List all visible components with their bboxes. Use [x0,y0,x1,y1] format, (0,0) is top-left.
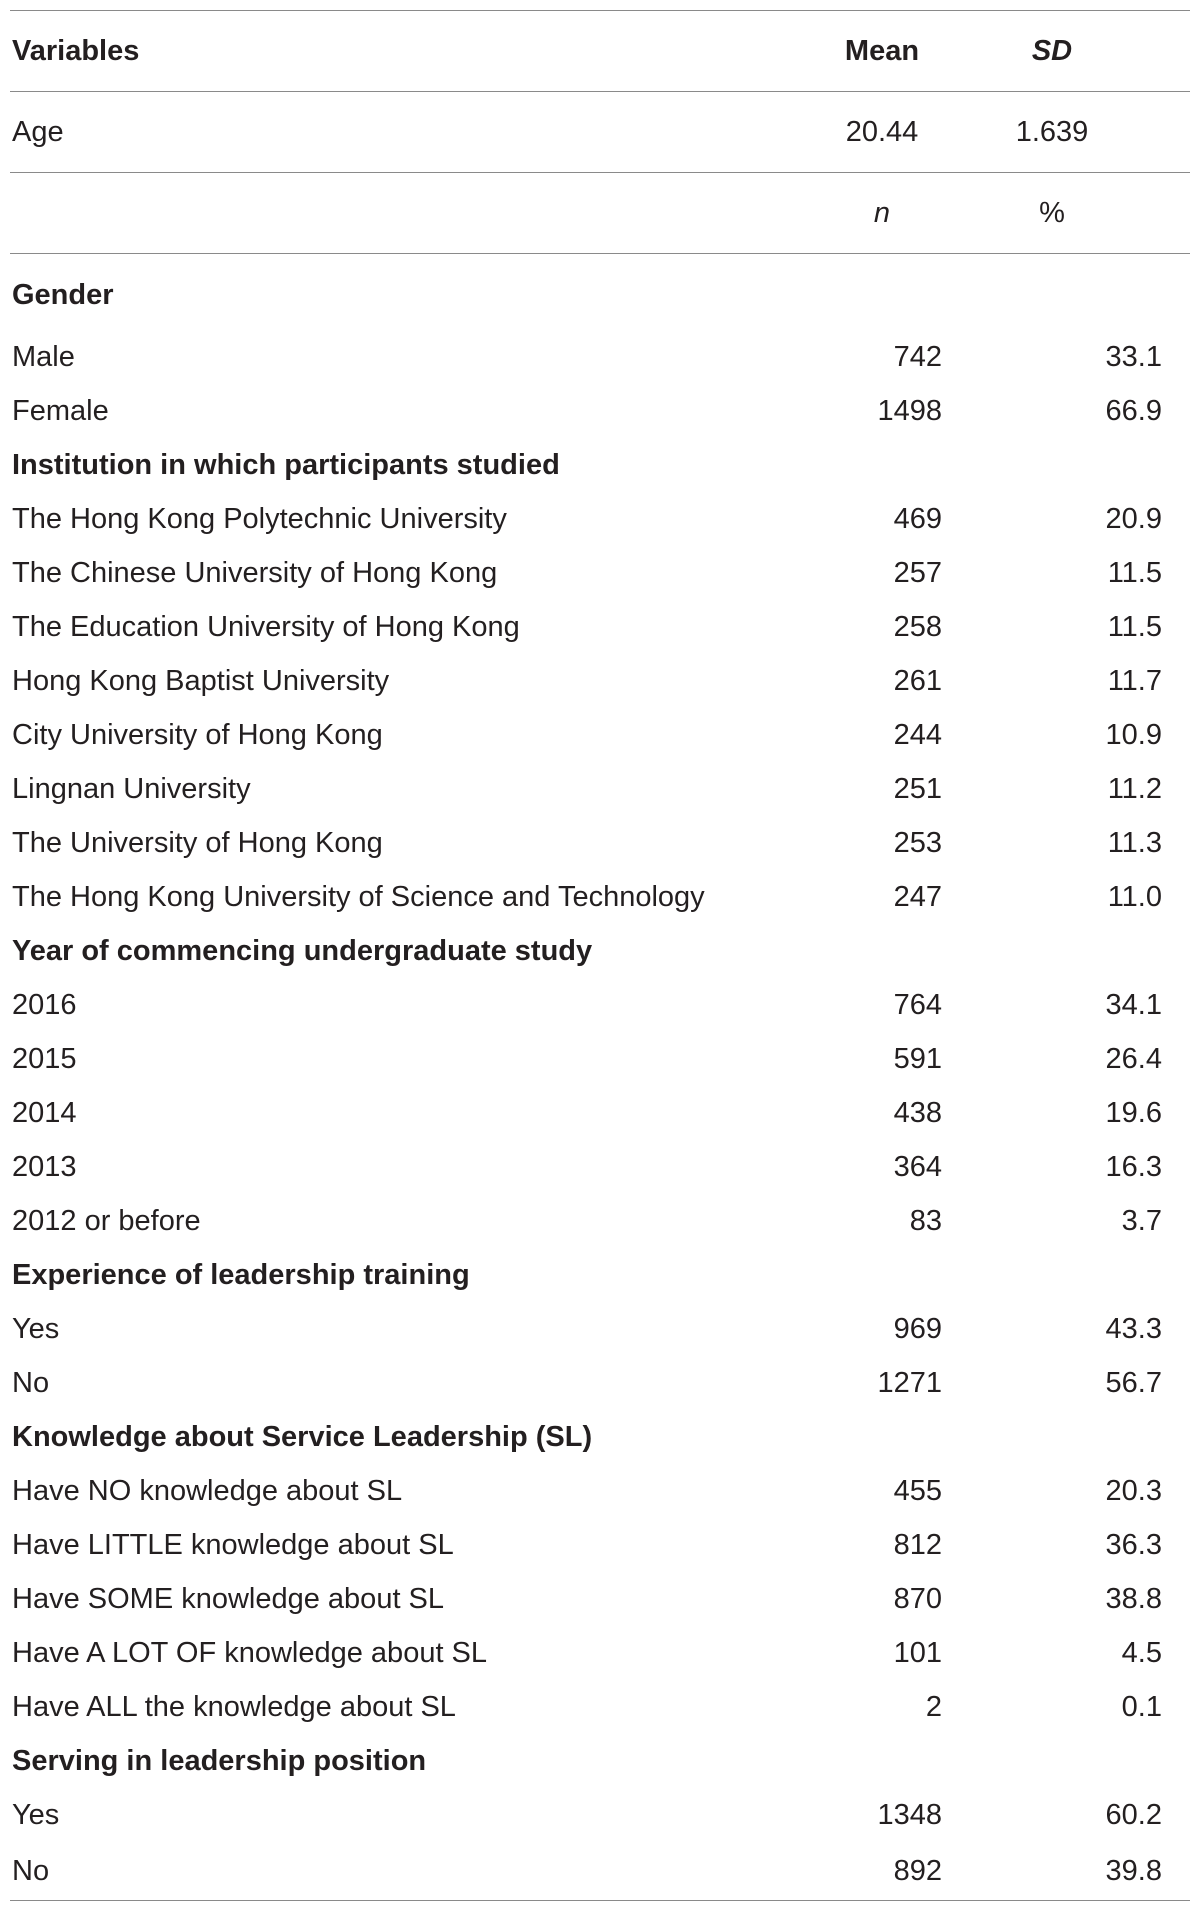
row-pct: 16.3 [1105,1151,1162,1183]
table-row [10,1032,1190,1086]
row-pct: 39.8 [1105,1855,1162,1887]
section-title-row [10,1410,1190,1464]
section-title-row [10,254,1190,330]
table-row [10,816,1190,870]
row-pct: 10.9 [1105,719,1162,751]
row-n: 892 [893,1855,942,1887]
row-label: No [12,1367,50,1399]
row-label: Female [12,395,109,427]
row-label: The Hong Kong University of Science and Technology [12,881,705,913]
section-title-row [10,1734,1190,1788]
section-title: Experience of leadership training [12,1259,470,1291]
row-label: 2015 [12,1043,77,1075]
row-label: Have NO knowledge about SL [12,1475,403,1507]
table-row [10,1788,1190,1842]
age-label: Age [12,116,64,148]
section-title: Serving in leadership position [12,1745,427,1777]
row-label: No [12,1855,50,1887]
age-sd: 1.639 [1015,116,1089,148]
row-n: 251 [893,773,942,805]
row-n: 364 [893,1151,942,1183]
row-n: 1348 [877,1799,942,1831]
row-pct: 19.6 [1105,1097,1162,1129]
row-n: 257 [893,557,942,589]
row-pct: 11.5 [1107,557,1162,589]
row-pct: 4.5 [1121,1637,1162,1669]
row-pct: 11.2 [1107,773,1162,805]
row-n: 1498 [877,395,942,427]
row-pct: 11.0 [1107,881,1162,913]
header-sd: SD [1031,35,1073,67]
table-row [10,762,1190,816]
row-label: The Chinese University of Hong Kong [12,557,498,589]
section-title-row [10,924,1190,978]
header-mean: Mean [844,35,920,67]
age-row [10,92,1190,173]
row-n: 2 [925,1691,942,1723]
row-pct: 36.3 [1105,1529,1162,1561]
row-pct: 56.7 [1105,1367,1162,1399]
section-title: Knowledge about Service Leadership (SL) [12,1421,593,1453]
table-row [10,870,1190,924]
row-label: Yes [12,1799,60,1831]
row-label: The Hong Kong Polytechnic University [12,503,507,535]
row-label: 2012 or before [12,1205,201,1237]
table-row [10,492,1190,546]
row-n: 870 [893,1583,942,1615]
row-pct: 0.1 [1121,1691,1162,1723]
row-label: Have LITTLE knowledge about SL [12,1529,454,1561]
table-row [10,1572,1190,1626]
table-body [10,254,1190,1900]
row-pct: 38.8 [1105,1583,1162,1615]
row-n: 1271 [877,1367,942,1399]
row-n: 764 [893,989,942,1021]
row-label: Lingnan University [12,773,251,805]
row-pct: 3.7 [1121,1205,1162,1237]
row-label: City University of Hong Kong [12,719,383,751]
table-row [10,1194,1190,1248]
section-title-row [10,438,1190,492]
row-label: The Education University of Hong Kong [12,611,520,643]
table-row [10,600,1190,654]
row-pct: 11.3 [1107,827,1162,859]
row-n: 247 [893,881,942,913]
row-pct: 20.9 [1105,503,1162,535]
subheader-row [10,173,1190,254]
table-row [10,1680,1190,1734]
table-row [10,546,1190,600]
row-n: 469 [893,503,942,535]
row-n: 742 [893,341,942,373]
row-pct: 60.2 [1105,1799,1162,1831]
row-pct: 66.9 [1105,395,1162,427]
row-label: Have SOME knowledge about SL [12,1583,445,1615]
row-pct: 11.5 [1107,611,1162,643]
row-n: 591 [893,1043,942,1075]
section-title: Year of commencing undergraduate study [12,935,593,967]
row-n: 253 [893,827,942,859]
row-n: 438 [893,1097,942,1129]
row-label: Hong Kong Baptist University [12,665,390,697]
table-row [10,330,1190,384]
section-title-row [10,1248,1190,1302]
row-label: Male [12,341,75,373]
table-row [10,654,1190,708]
row-label: 2016 [12,989,77,1021]
row-label: 2014 [12,1097,77,1129]
section-title: Institution in which participants studied [12,449,560,481]
subheader-n: n [873,197,891,229]
row-n: 455 [893,1475,942,1507]
row-n: 812 [893,1529,942,1561]
row-pct: 34.1 [1105,989,1162,1021]
row-pct: 26.4 [1105,1043,1162,1075]
table-row [10,1140,1190,1194]
row-pct: 43.3 [1105,1313,1162,1345]
subheader-pct: % [1039,197,1065,229]
table-row [10,1842,1190,1900]
section-title: Gender [12,279,114,311]
row-n: 244 [893,719,942,751]
row-n: 261 [893,665,942,697]
table-row [10,1356,1190,1410]
row-n: 969 [893,1313,942,1345]
demographics-table [10,10,1190,1901]
table-row [10,978,1190,1032]
row-pct: 33.1 [1105,341,1162,373]
row-pct: 11.7 [1107,665,1162,697]
table-row [10,1302,1190,1356]
table-row [10,384,1190,438]
row-n: 258 [893,611,942,643]
table-row [10,708,1190,762]
table-row [10,1464,1190,1518]
row-pct: 20.3 [1105,1475,1162,1507]
row-n: 83 [909,1205,942,1237]
table-row [10,1086,1190,1140]
row-label: Have ALL the knowledge about SL [12,1691,456,1723]
table-header-row [10,11,1190,92]
row-label: Yes [12,1313,60,1345]
row-n: 101 [893,1637,942,1669]
table-row [10,1518,1190,1572]
row-label: The University of Hong Kong [12,827,383,859]
row-label: 2013 [12,1151,77,1183]
table-row [10,1626,1190,1680]
header-variables: Variables [12,35,140,67]
age-mean: 20.44 [845,116,919,148]
row-label: Have A LOT OF knowledge about SL [12,1637,488,1669]
